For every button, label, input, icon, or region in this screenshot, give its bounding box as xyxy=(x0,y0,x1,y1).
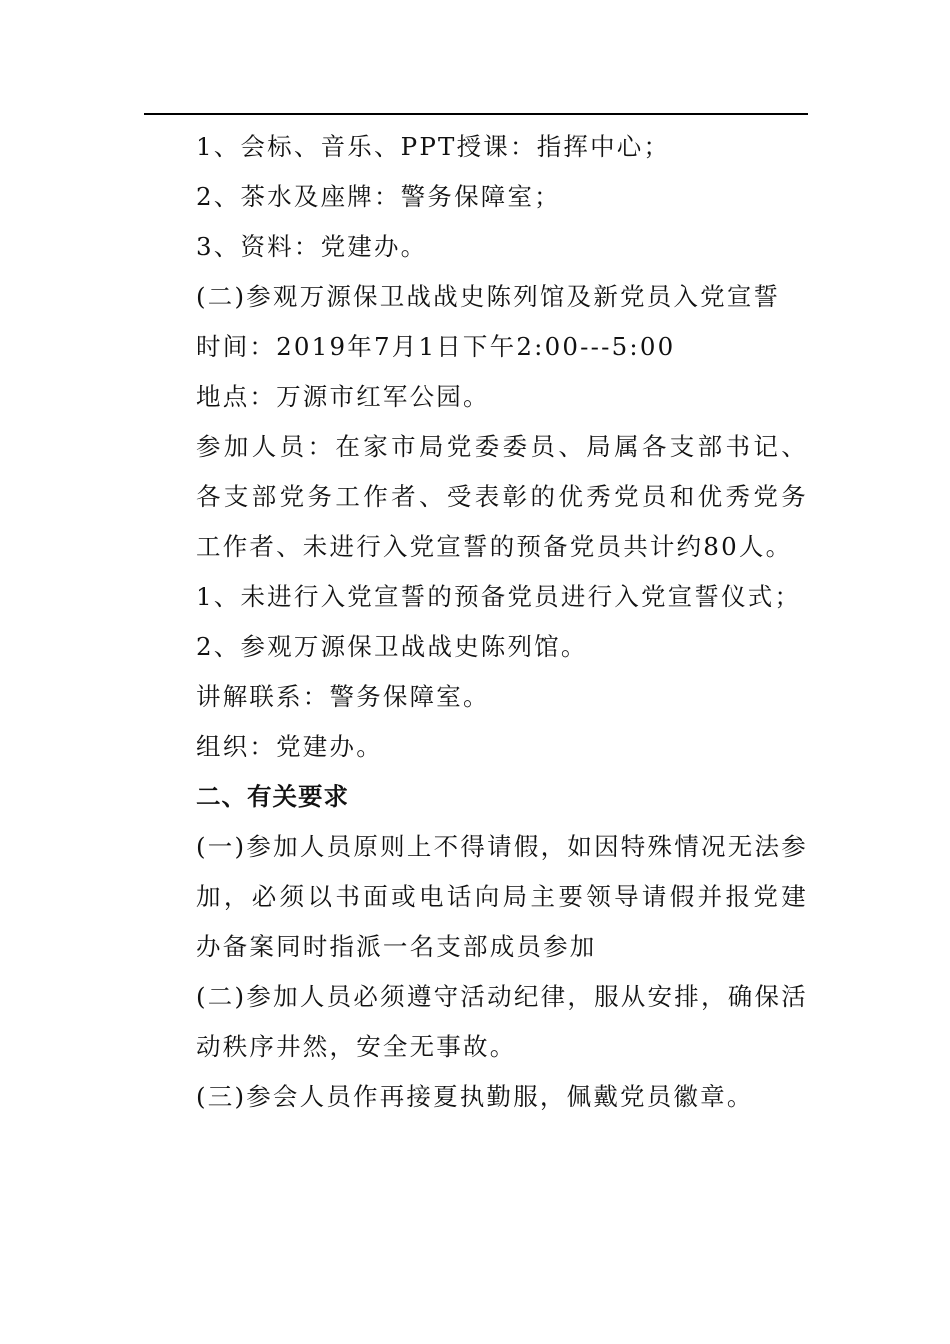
paragraph-guide-contact: 讲解联系：警务保障室。 xyxy=(196,682,490,711)
paragraph-requirement-1: (一)参加人员原则上不得请假，如因特殊情况无法参加，必须以书面或电话向局主要领导请假并报党建办备案同时指派一名支部成员参加 xyxy=(196,832,808,961)
paragraph-organizer: 组织：党建办。 xyxy=(196,732,383,761)
section-subheading-visit: (二)参观万源保卫战战史陈列馆及新党员入党宣誓 xyxy=(196,282,781,311)
paragraph-item-3: 3、资料：党建办。 xyxy=(196,232,428,261)
header-rule xyxy=(144,113,808,115)
paragraph-item-oath: 1、未进行入党宣誓的预备党员进行入党宣誓仪式； xyxy=(196,582,802,611)
paragraph-participants: 参加人员：在家市局党委委员、局属各支部书记、各支部党务工作者、受表彰的优秀党员和优秀党务工作者、未进行入党宣誓的预备党员共计约80人。 xyxy=(196,432,808,561)
document-body xyxy=(144,122,808,1122)
paragraph-item-visit: 2、参观万源保卫战战史陈列馆。 xyxy=(196,632,588,661)
section-heading-requirements: 二、有关要求 xyxy=(196,782,349,811)
paragraph-location: 地点：万源市红军公园。 xyxy=(196,382,490,411)
paragraph-time: 时间：2019年7月1日下午2:00---5:00 xyxy=(196,332,676,361)
paragraph-requirement-2: (二)参加人员必须遵守活动纪律，服从安排，确保活动秩序井然，安全无事故。 xyxy=(196,982,808,1061)
paragraph-item-2: 2、茶水及座牌：警务保障室； xyxy=(196,182,561,211)
paragraph-requirement-3: (三)参会人员作再接夏执勤服，佩戴党员徽章。 xyxy=(196,1082,754,1111)
paragraph-item-1: 1、会标、音乐、PPT授课：指挥中心； xyxy=(196,132,671,161)
